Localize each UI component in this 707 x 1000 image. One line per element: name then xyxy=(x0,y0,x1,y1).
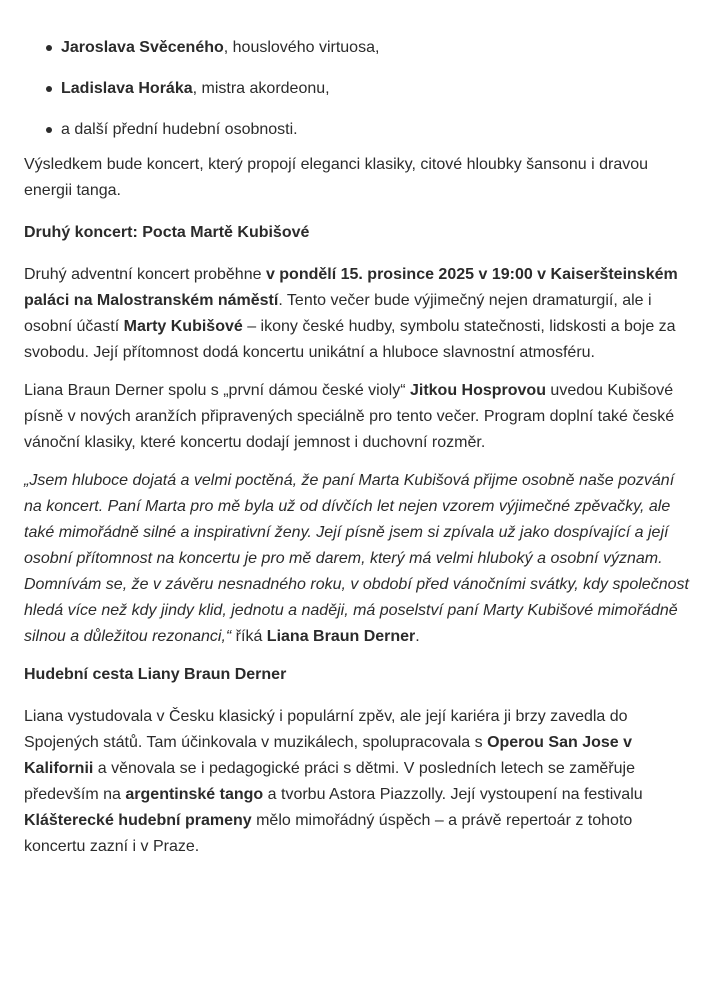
program-paragraph xyxy=(24,378,694,456)
intro-paragraph: Výsledkem bude koncert, který propojí eleganci klasiky, citové hloubky šansonu i dravou energii tanga. xyxy=(24,156,649,199)
text-run: Druhý adventní koncert proběhne xyxy=(24,266,266,283)
text-run: Liana Braun Derner spolu s „první dámou české violy“ xyxy=(24,382,410,399)
violist-name: Jitkou Hosprovou xyxy=(409,382,546,399)
text-run: . Tento večer bude výjimečný nejen dramaturgií, ale i osobní účastí xyxy=(24,292,652,335)
list-item-text: a další přední hudební osobnosti. xyxy=(61,121,298,138)
text-run: uvedou Kubišové písně v nových aranžích připravených speciálně pro tento večer. Program doplní také české vánoční klasiky, které koncertu dodají jemnost i duchovní rozměr. xyxy=(24,382,675,451)
biography-paragraph xyxy=(24,704,694,860)
text-run: říká xyxy=(231,628,267,645)
list-item xyxy=(24,72,694,113)
section-heading-second-concert: Druhý koncert: Pocta Martě Kubišové xyxy=(24,224,310,241)
guest-name: Marty Kubišové xyxy=(123,318,243,335)
text-run: . xyxy=(415,628,420,645)
text-run: mělo mimořádný úspěch – a právě repertoár z tohoto koncertu zazní i v Praze. xyxy=(24,812,633,855)
text-run: a věnovala se i pedagogické práci s dětmi. V posledních letech se zaměřuje především na xyxy=(24,760,635,803)
performer-role: , mistra akordeonu, xyxy=(192,80,330,97)
opera-name: Operou San Jose v Kalifornii xyxy=(24,734,632,777)
performer-list xyxy=(24,31,694,154)
concert-date-venue: v pondělí 15. prosince 2025 v 19:00 v Kaiseršteinském paláci na Malostranském náměstí xyxy=(24,266,678,309)
quote-text: „Jsem hluboce dojatá a velmi poctěná, že paní Marta Kubišová přijme osobně naše pozvání na koncert. Paní Marta pro mě byla už od dívčích let nejen vzorem výjimečné zpěvačky, ale také mimořádně silné a inspirativní ženy. Její písně jsem si zpívala už jako dospívající a její osobní přítomnost na koncertu je pro mě darem, který má velmi hluboký a osobní význam. Domnívám se, že v závěru nesnadného roku, v období před vánočními svátky, kdy společnost hledá více než kdy jindy klid, jednotu a naději, má poselství paní Marty Kubišové mimořádně silnou a důležitou rezonanci,“ xyxy=(24,472,689,645)
performer-name: Ladislava Horáka xyxy=(61,80,193,97)
list-item xyxy=(24,31,694,72)
performer-role: , houslového virtuosa, xyxy=(223,39,380,56)
concert-details-paragraph xyxy=(24,262,694,366)
article-body xyxy=(24,31,694,872)
text-run: – ikony české hudby, symbolu statečnosti, lidskosti a boje za svobodu. Její přítomnost dodá koncertu unikátní a hluboce slavnostní atmosféru. xyxy=(24,318,676,361)
quote-author: Liana Braun Derner xyxy=(266,628,416,645)
text-run: a tvorbu Astora Piazzolly. Její vystoupení na festivalu xyxy=(263,786,643,803)
quote-paragraph xyxy=(24,468,694,650)
text-run: Liana vystudovala v Česku klasický i populární zpěv, ale její kariéra ji brzy zavedla do Spojených států. Tam účinkovala v muzikálech, spolupracovala s xyxy=(24,708,628,751)
genre-name: argentinské tango xyxy=(125,786,264,803)
section-heading-biography: Hudební cesta Liany Braun Derner xyxy=(24,666,287,683)
festival-name: Klášterecké hudební prameny xyxy=(24,812,252,829)
list-item xyxy=(24,113,694,154)
performer-name: Jaroslava Svěceného xyxy=(61,39,224,56)
